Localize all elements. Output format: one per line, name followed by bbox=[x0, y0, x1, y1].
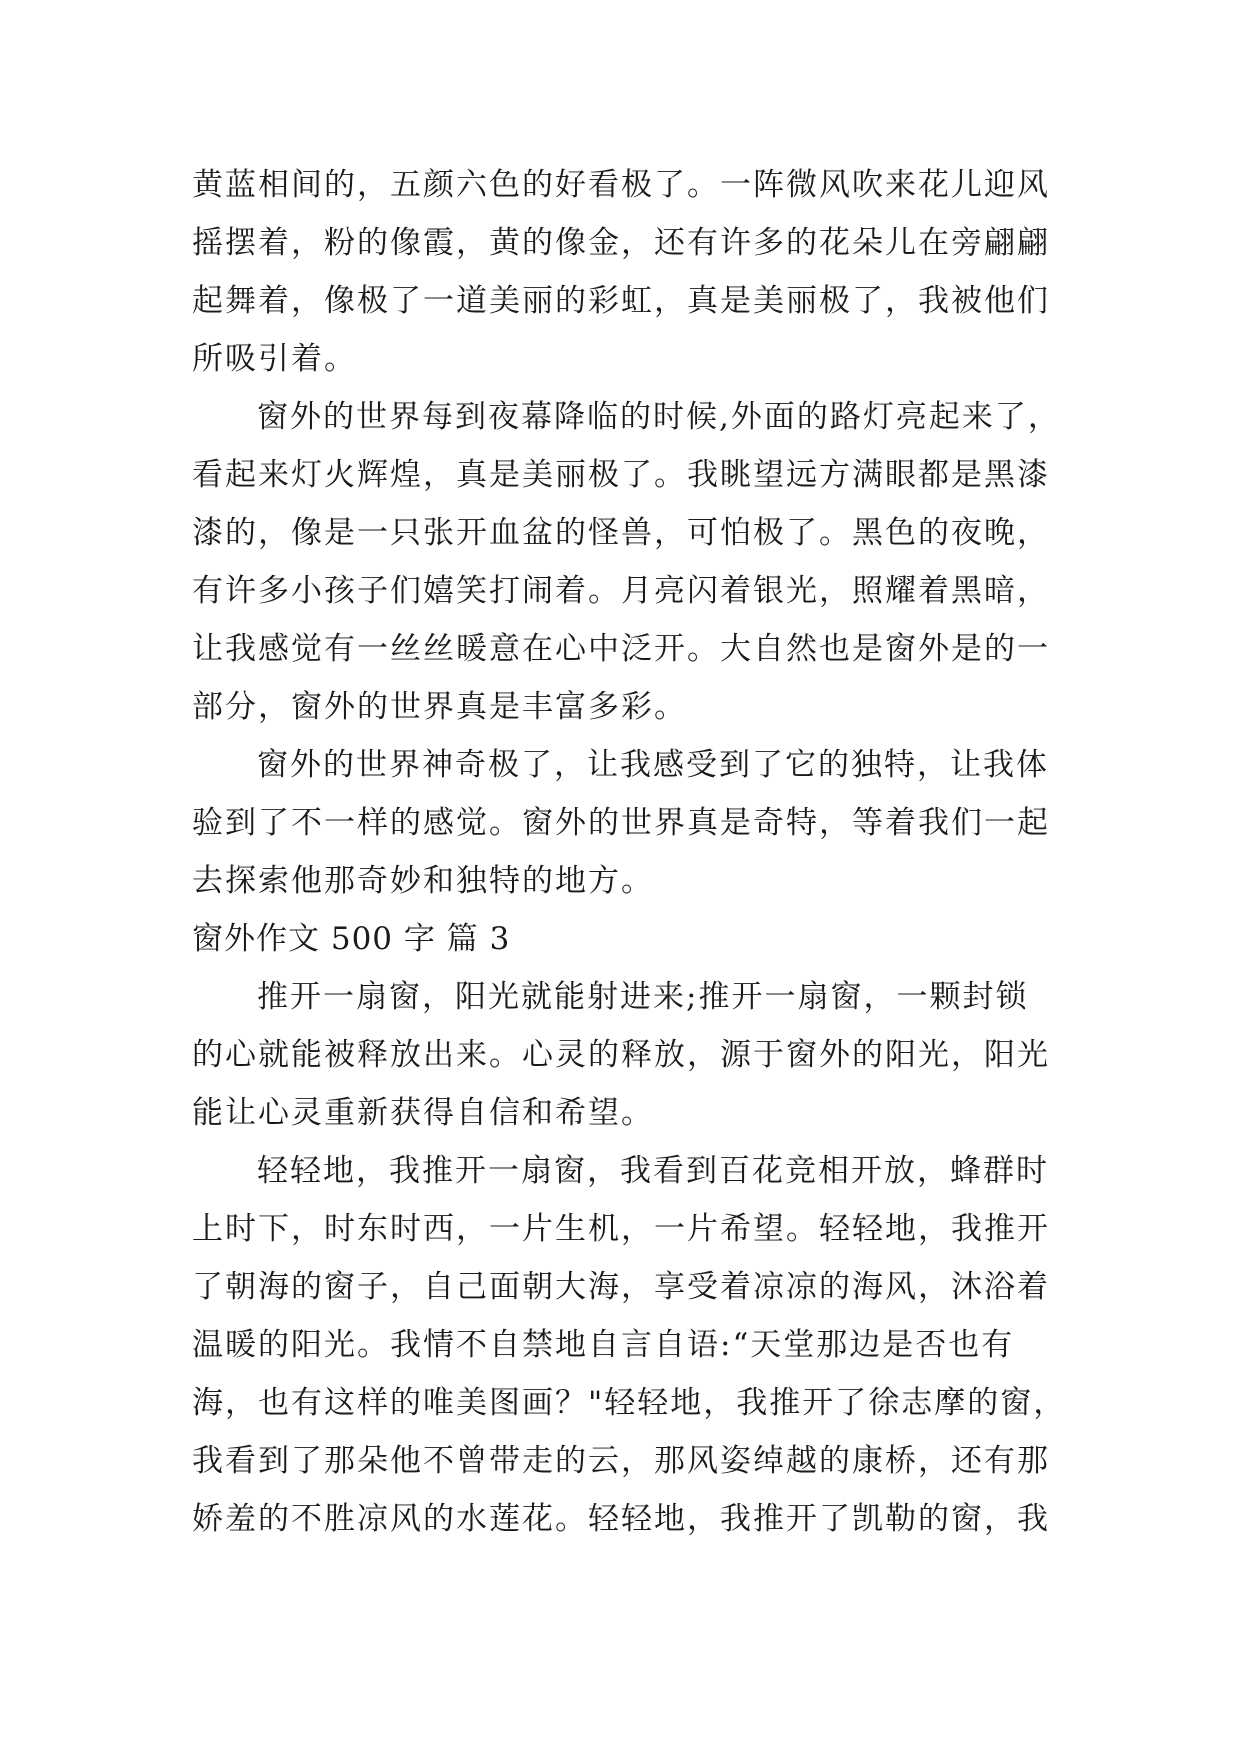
text-line: 的心就能被释放出来。心灵的释放，源于窗外的阳光，阳光 bbox=[192, 1037, 1050, 1073]
text-line: 能让心灵重新获得自信和希望。 bbox=[192, 1095, 654, 1131]
text-line: 娇羞的不胜凉风的水莲花。轻轻地，我推开了凯勒的窗，我 bbox=[192, 1501, 1050, 1537]
text-line: 黄蓝相间的，五颜六色的好看极了。一阵微风吹来花儿迎风 bbox=[192, 167, 1050, 203]
paragraph-2 bbox=[192, 388, 1072, 736]
text-line: 验到了不一样的感觉。窗外的世界真是奇特，等着我们一起 bbox=[192, 805, 1050, 841]
text-line: 所吸引着。 bbox=[192, 341, 357, 377]
text-line: 海，也有这样的唯美图画？"轻轻地，我推开了徐志摩的窗， bbox=[192, 1385, 1067, 1421]
text-line: 温暖的阳光。我情不自禁地自言自语:“天堂那边是否也有 bbox=[192, 1327, 1015, 1363]
text-line: 上时下，时东时西，一片生机，一片希望。轻轻地，我推开 bbox=[192, 1211, 1050, 1247]
text-line: 我看到了那朵他不曾带走的云，那风姿绰越的康桥，还有那 bbox=[192, 1443, 1050, 1479]
text-line: 看起来灯火辉煌，真是美丽极了。我眺望远方满眼都是黑漆 bbox=[192, 457, 1050, 493]
paragraph-4 bbox=[192, 968, 1072, 1142]
text-line: 部分，窗外的世界真是丰富多彩。 bbox=[192, 689, 687, 725]
text-line: 窗外的世界每到夜幕降临的时候,外面的路灯亮起来了， bbox=[257, 399, 1061, 435]
text-line: 推开一扇窗，阳光就能射进来;推开一扇窗，一颗封锁 bbox=[257, 979, 1029, 1015]
text-line: 去探索他那奇妙和独特的地方。 bbox=[192, 863, 654, 899]
text-line: 有许多小孩子们嬉笑打闹着。月亮闪着银光，照耀着黑暗， bbox=[192, 573, 1050, 609]
document-body bbox=[192, 156, 1072, 1548]
text-line: 让我感觉有一丝丝暖意在心中泛开。大自然也是窗外是的一 bbox=[192, 631, 1050, 667]
text-line: 窗外的世界神奇极了，让我感受到了它的独特，让我体 bbox=[257, 747, 1049, 783]
section-heading: 窗外作文 500 字 篇 3 bbox=[192, 921, 511, 957]
paragraph-5 bbox=[192, 1142, 1072, 1548]
text-line: 轻轻地，我推开一扇窗，我看到百花竞相开放，蜂群时 bbox=[257, 1153, 1049, 1189]
text-line: 了朝海的窗子，自己面朝大海，享受着凉凉的海风，沐浴着 bbox=[192, 1269, 1050, 1305]
text-line: 摇摆着，粉的像霞，黄的像金，还有许多的花朵儿在旁翩翩 bbox=[192, 225, 1050, 261]
text-line: 漆的，像是一只张开血盆的怪兽，可怕极了。黑色的夜晚， bbox=[192, 515, 1050, 551]
text-line: 起舞着，像极了一道美丽的彩虹，真是美丽极了，我被他们 bbox=[192, 283, 1050, 319]
paragraph-1 bbox=[192, 156, 1072, 388]
paragraph-3 bbox=[192, 736, 1072, 910]
